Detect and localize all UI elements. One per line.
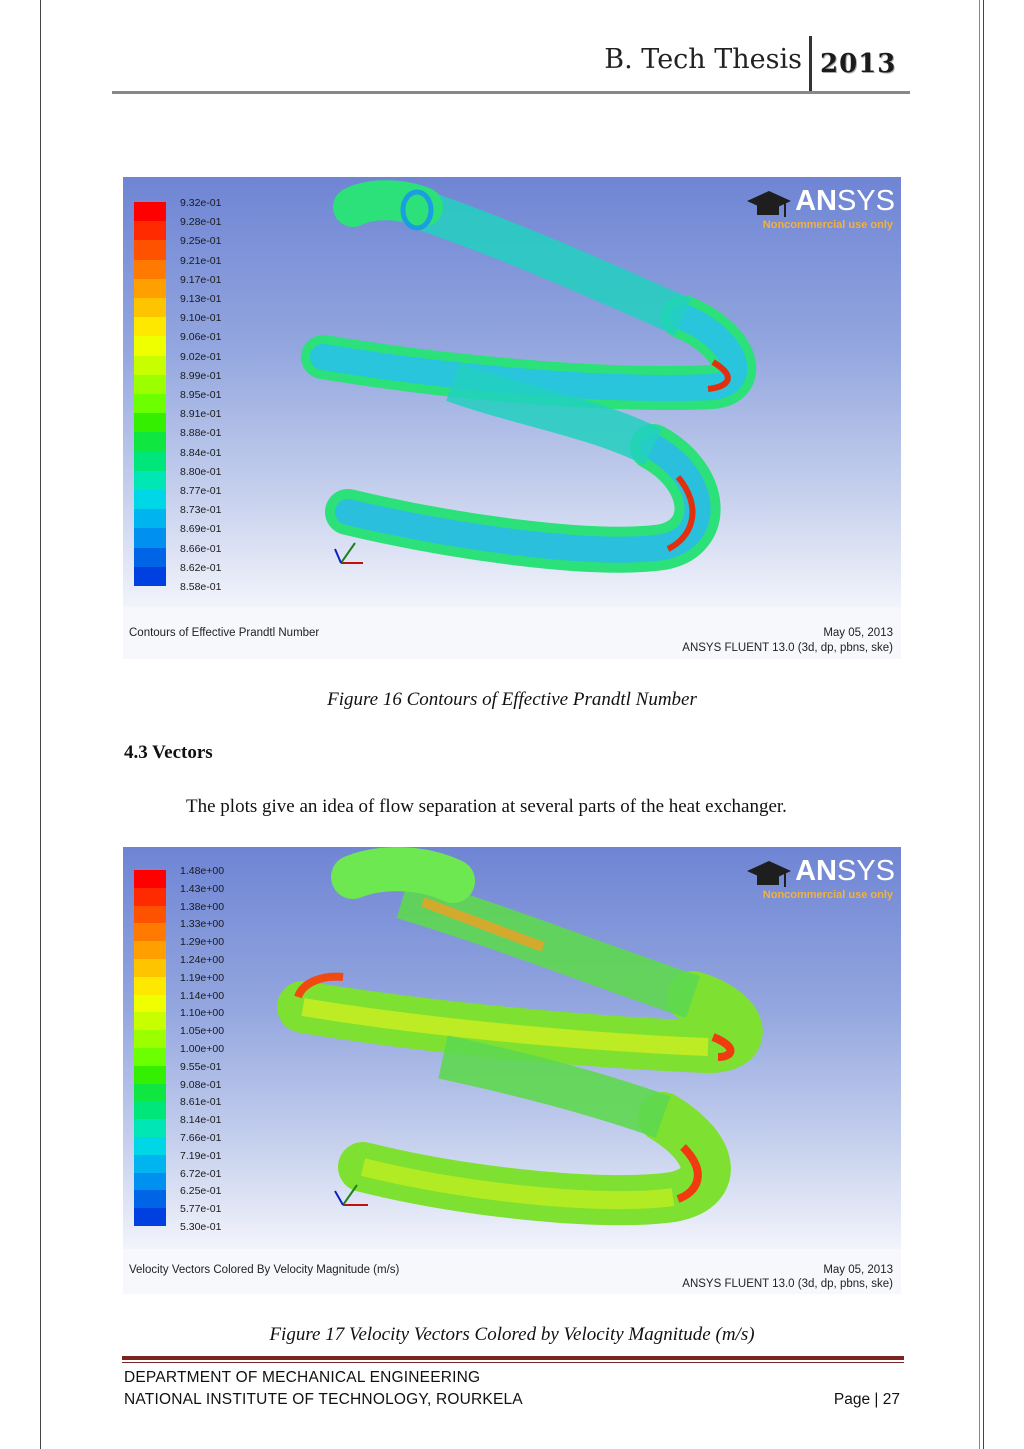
colorbar-swatch (134, 959, 166, 977)
colorbar-swatch (134, 1173, 166, 1191)
colorbar-swatch (134, 452, 166, 471)
colorbar-label: 9.08e-01 (180, 1078, 222, 1091)
colorbar-swatch (134, 1030, 166, 1048)
page-border-left (40, 0, 41, 1449)
colorbar-label: 9.28e-01 (180, 216, 222, 229)
colorbar-swatch (134, 471, 166, 490)
colorbar-label: 8.77e-01 (180, 485, 222, 497)
colorbar-swatch (134, 548, 166, 567)
colorbar-swatch (134, 432, 166, 451)
colorbar-label: 9.25e-01 (180, 235, 222, 248)
section-heading: 4.3 Vectors (124, 742, 213, 763)
colorbar-swatch (134, 490, 166, 509)
ansys-subtitle: Noncommercial use only (762, 219, 893, 231)
colorbar-swatch (134, 941, 166, 959)
colorbar-swatch (134, 977, 166, 995)
colorbar-label: 8.61e-01 (180, 1096, 222, 1109)
colorbar-label: 8.91e-01 (180, 408, 222, 421)
graduation-cap-icon (745, 187, 791, 223)
colorbar-swatch (134, 1208, 166, 1226)
colorbar-label: 1.05e+00 (180, 1025, 225, 1038)
colorbar-swatch (134, 336, 166, 355)
figure-17-solver: ANSYS FLUENT 13.0 (3d, dp, pbns, ske) (682, 1278, 893, 1290)
colorbar-label: 1.33e+00 (180, 918, 225, 931)
colorbar-swatch (134, 1066, 166, 1084)
colorbar-label: 9.06e-01 (180, 331, 222, 344)
figure-17-viewport (123, 847, 901, 1249)
page-border-right (983, 0, 984, 1449)
figure-16-solver: ANSYS FLUENT 13.0 (3d, dp, pbns, ske) (682, 642, 893, 654)
figure-17-caption: Figure 17 Velocity Vectors Colored by Velocity Magnitude (m/s) (269, 1324, 755, 1345)
colorbar-label: 1.38e+00 (180, 900, 225, 913)
colorbar-swatch (134, 298, 166, 317)
helical-coil-velocity-render (123, 847, 901, 1249)
ansys-subtitle: Noncommercial use only (762, 889, 893, 901)
colorbar-swatch (134, 240, 166, 259)
colorbar-label: 8.62e-01 (180, 561, 222, 574)
colorbar-swatch (134, 202, 166, 221)
body-paragraph: The plots give an idea of flow separation at several parts of the heat exchanger. (186, 796, 787, 817)
figure-16-date: May 05, 2013 (823, 627, 893, 639)
colorbar-swatch (134, 394, 166, 413)
colorbar-label: 8.99e-01 (180, 369, 222, 382)
colorbar-label: 1.10e+00 (180, 1007, 225, 1020)
figure-17 (123, 847, 901, 1294)
colorbar-label: 8.88e-01 (180, 427, 222, 440)
colorbar-swatch (134, 1012, 166, 1030)
colorbar-swatch (134, 528, 166, 547)
page-border-right-inner (979, 0, 980, 1449)
footer-department: DEPARTMENT OF MECHANICAL ENGINEERING (124, 1369, 481, 1386)
colorbar-swatch (134, 1119, 166, 1137)
colorbar-swatch (134, 279, 166, 298)
footer-rule-thin (122, 1362, 904, 1363)
colorbar-label: 1.19e+00 (180, 971, 225, 984)
colorbar-label: 9.32e-01 (180, 197, 222, 209)
colorbar-label: 1.14e+00 (180, 989, 225, 1002)
colorbar-swatch (134, 923, 166, 941)
colorbar-label: 1.43e+00 (180, 882, 225, 895)
header-year: 2013 (820, 49, 897, 79)
ansys-wordmark: ANSYS (795, 185, 895, 217)
colorbar-swatch (134, 906, 166, 924)
figure-16-footer (123, 607, 901, 659)
header-title: B. Tech Thesis (604, 44, 802, 75)
colorbar-label: 5.77e-01 (180, 1203, 222, 1216)
colorbar-swatch (134, 260, 166, 279)
colorbar-label: 1.24e+00 (180, 954, 225, 966)
colorbar-label: 6.72e-01 (180, 1167, 222, 1180)
colorbar-label: 8.69e-01 (180, 523, 222, 536)
colorbar-swatch (134, 375, 166, 394)
footer-rule (122, 1356, 904, 1360)
figure-17-date: May 05, 2013 (823, 1264, 893, 1276)
colorbar-swatch (134, 1155, 166, 1173)
figure-16 (123, 177, 901, 659)
colorbar-label: 8.80e-01 (180, 465, 222, 478)
colorbar-swatch (134, 888, 166, 906)
colorbar-label: 9.02e-01 (180, 350, 222, 363)
colorbar-label: 9.13e-01 (180, 293, 222, 305)
colorbar-swatch (134, 221, 166, 240)
colorbar-label: 1.29e+00 (180, 936, 225, 949)
colorbar-swatch (134, 567, 166, 586)
footer-institute: NATIONAL INSTITUTE OF TECHNOLOGY, ROURKELA (124, 1391, 523, 1408)
colorbar-swatch (134, 1137, 166, 1155)
colorbar-label: 7.66e-01 (180, 1132, 222, 1144)
colorbar-label: 9.10e-01 (180, 312, 222, 325)
colorbar-swatch (134, 317, 166, 336)
figure-16-viewport (123, 177, 901, 607)
colorbar-swatch (134, 1101, 166, 1119)
figure-17-footer (123, 1249, 901, 1294)
colorbar-label: 8.73e-01 (180, 504, 222, 517)
header-divider (809, 36, 812, 92)
header-rule (112, 91, 910, 94)
colorbar-label: 9.55e-01 (180, 1060, 222, 1073)
colorbar-label: 9.17e-01 (180, 273, 222, 286)
ansys-wordmark: ANSYS (795, 855, 895, 887)
colorbar-swatch (134, 413, 166, 432)
colorbar-swatch (134, 995, 166, 1013)
colorbar-label: 8.66e-01 (180, 542, 222, 555)
colorbar-label: 8.84e-01 (180, 446, 222, 459)
figure-16-caption: Figure 16 Contours of Effective Prandtl Number (327, 689, 697, 710)
colorbar-label: 8.95e-01 (180, 389, 222, 401)
helical-coil-prandtl-render (123, 177, 901, 607)
colorbar-label: 9.21e-01 (180, 254, 222, 267)
colorbar-swatch (134, 356, 166, 375)
ansys-logo (745, 183, 895, 235)
colorbar-swatch (134, 1048, 166, 1066)
colorbar-swatch (134, 1084, 166, 1102)
colorbar-swatch (134, 509, 166, 528)
colorbar-label: 5.30e-01 (180, 1221, 222, 1233)
ansys-logo (745, 853, 895, 905)
colorbar-label: 6.25e-01 (180, 1185, 222, 1198)
figure-16-plot-label: Contours of Effective Prandtl Number (129, 627, 320, 639)
page-number: Page | 27 (833, 1391, 900, 1408)
colorbar-label: 8.14e-01 (180, 1114, 222, 1127)
colorbar-label: 1.00e+00 (180, 1043, 225, 1055)
colorbar-label: 1.48e+00 (180, 865, 225, 877)
colorbar-swatch (134, 870, 166, 888)
graduation-cap-icon (745, 857, 791, 893)
colorbar-label: 8.58e-01 (180, 581, 222, 593)
colorbar-swatch (134, 1190, 166, 1208)
colorbar-label: 7.19e-01 (180, 1149, 222, 1162)
figure-17-plot-label: Velocity Vectors Colored By Velocity Magnitude (m/s) (129, 1264, 400, 1276)
